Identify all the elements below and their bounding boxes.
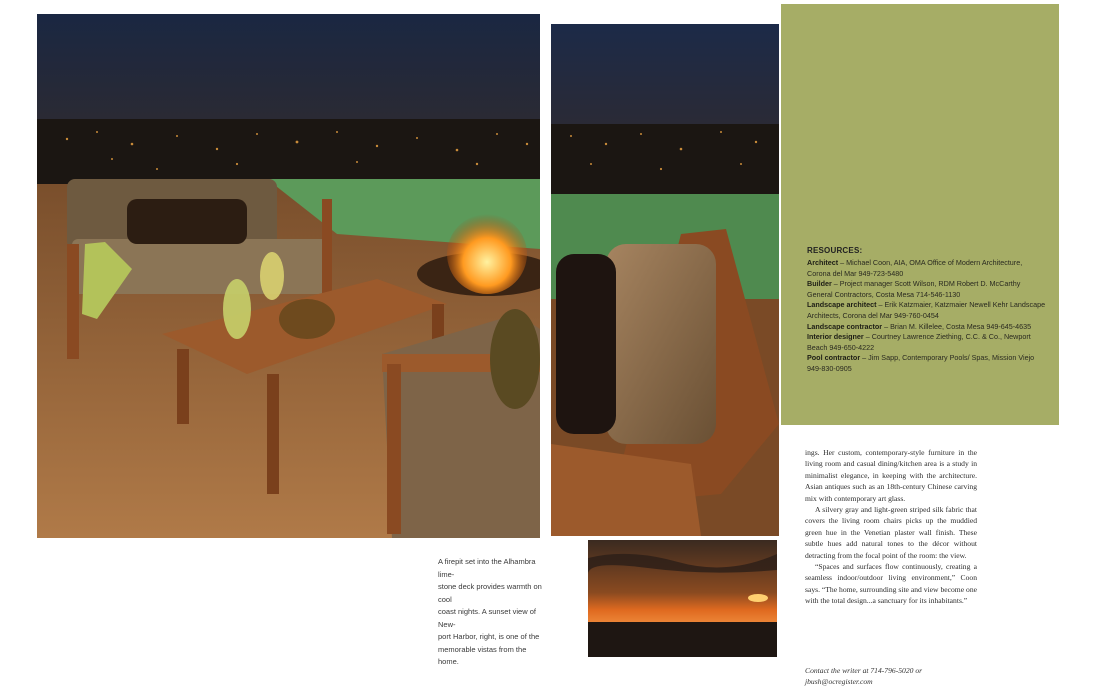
- caption-line: coast nights. A sunset view of New-: [438, 607, 536, 629]
- article-paragraph: A silvery gray and light-green striped silk fabric that covers the living room chairs picks up the muddied green hue in the Venetian plaster wall finish. These subtle hues add natural tones to the décor without detracting from the focal point of the room: the view.: [805, 505, 977, 560]
- rooftop-chair-photo: [551, 24, 779, 536]
- contact-email[interactable]: jbush@ocregister.com: [805, 677, 873, 687]
- resource-item: Builder – Project manager Scott Wilson, RDM Robert D. McCarthy General Contractors, Costa Mesa 714-546-1130: [807, 279, 1021, 299]
- article-paragraph: ings. Her custom, contemporary-style furniture in the living room and casual dining/kitchen area is a study in minimalist elegance, in keeping with the architecture. Asian antiques such as an 18th-century Chinese carving mix with contemporary art glass.: [805, 448, 977, 503]
- sunset-illustration: [588, 540, 777, 657]
- resource-item: Landscape contractor – Brian M. Killelee, Costa Mesa 949-645-4635: [807, 321, 1032, 331]
- resource-text: Jim Sapp, Contemporary Pools/ Spas, Mission Viejo 949-830-0905: [807, 353, 1035, 373]
- caption-line: memorable vistas from the home.: [438, 644, 527, 666]
- resource-item: Interior designer – Courtney Lawrence Ziething, C.C. & Co., Newport Beach 949-650-4222: [807, 332, 1031, 352]
- resource-role: Landscape contractor: [807, 321, 883, 331]
- rooftop-patio-photo: [37, 14, 540, 538]
- resource-role: Pool contractor: [807, 353, 861, 363]
- resource-role: Builder: [807, 279, 832, 289]
- contact-phone-line: Contact the writer at 714-796-5020 or: [805, 666, 923, 675]
- resource-role: Landscape architect: [807, 300, 877, 310]
- caption-line: stone deck provides warmth on cool: [438, 582, 542, 604]
- resources-list: [807, 258, 1047, 375]
- resource-item: Pool contractor – Jim Sapp, Contemporary Pools/ Spas, Mission Viejo 949-830-0905: [807, 353, 1035, 373]
- resource-text: Courtney Lawrence Ziething, C.C. & Co., Newport Beach 949-650-4222: [807, 332, 1031, 352]
- article-paragraph: “Spaces and surfaces flow continuously, creating a seamless indoor/outdoor living environment,” Coon says. “The home, surrounding site and view become one with the total design...a sanctuary for its inhabitants.”: [805, 562, 977, 606]
- article-body: [805, 447, 977, 607]
- resource-role: Architect: [807, 258, 839, 267]
- resource-role: Interior designer: [807, 332, 864, 342]
- rooftop-patio-illustration: [37, 14, 540, 538]
- photo-caption: [438, 556, 548, 669]
- resources-title: RESOURCES:: [807, 246, 863, 255]
- caption-line: A firepit set into the Alhambra lime-: [438, 557, 536, 579]
- writer-contact: [805, 665, 995, 688]
- resource-text: Erik Katzmaier, Katzmaier Newell Kehr Landscape Architects, Corona del Mar 949-760-0454: [807, 300, 1046, 320]
- harbor-sunset-photo: [588, 540, 777, 657]
- resource-text: Project manager Scott Wilson, RDM Robert D. McCarthy General Contractors, Costa Mesa 714-546-1130: [807, 279, 1021, 299]
- rooftop-chair-illustration: [551, 24, 779, 536]
- resource-item: Architect – Michael Coon, AIA, OMA Office of Modern Architecture, Corona del Mar 949-723-5480: [807, 258, 1023, 278]
- resource-item: Landscape architect – Erik Katzmaier, Katzmaier Newell Kehr Landscape Architects, Corona del Mar 949-760-0454: [807, 300, 1046, 320]
- resources-box: [781, 4, 1059, 425]
- resource-text: Brian M. Killelee, Costa Mesa 949-645-4635: [890, 321, 1032, 331]
- caption-line: port Harbor, right, is one of the: [438, 632, 540, 641]
- resource-text: Michael Coon, AIA, OMA Office of Modern Architecture, Corona del Mar 949-723-5480: [807, 258, 1023, 278]
